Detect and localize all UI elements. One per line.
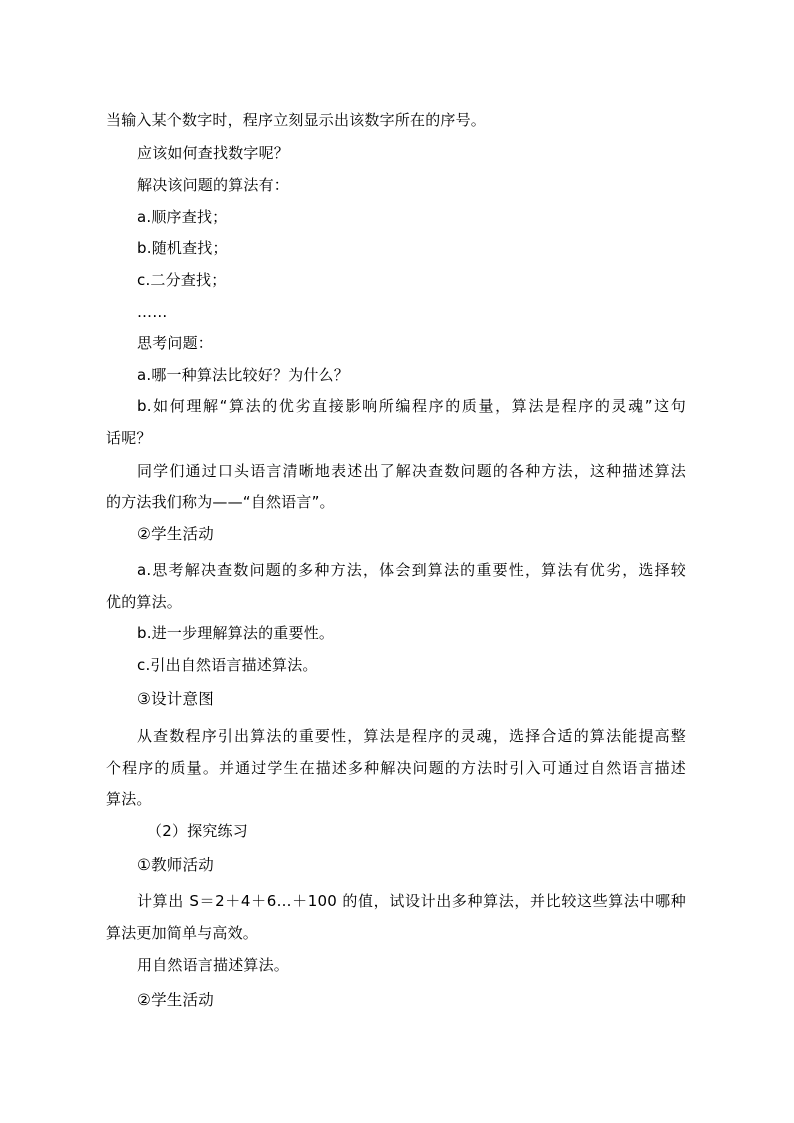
list-item: b.进一步理解算法的重要性。 — [137, 624, 335, 642]
paragraph-line: 的方法我们称为——“自然语言”。 — [106, 493, 335, 511]
list-item: c.二分查找； — [137, 271, 227, 289]
list-item: a.思考解决查数问题的多种方法，体会到算法的重要性，算法有优劣，选择较 — [137, 561, 686, 579]
list-item: b.如何理解“算法的优劣直接影响所编程序的质量，算法是程序的灵魂”这句 — [137, 397, 686, 415]
paragraph-line: 同学们通过口头语言清晰地表述出了解决查数问题的各种方法，这种描述算法 — [137, 462, 686, 480]
paragraph-line: 话呢？ — [106, 429, 152, 447]
list-item: b.随机查找； — [137, 239, 228, 257]
paragraph-line: 应该如何查找数字呢？ — [137, 144, 290, 162]
section-heading: ①教师活动 — [137, 856, 214, 874]
list-item: a.哪一种算法比较好？为什么？ — [137, 366, 349, 384]
paragraph-line: 计算出 S＝2＋4＋6…＋100 的值，试设计出多种算法，并比较这些算法中哪种 — [137, 892, 686, 910]
section-heading: ③设计意图 — [137, 690, 214, 708]
paragraph-line: 从查数程序引出算法的重要性，算法是程序的灵魂，选择合适的算法能提高整 — [137, 727, 686, 745]
list-item: c.引出自然语言描述算法。 — [137, 656, 318, 674]
paragraph-line: 个程序的质量。并通过学生在描述多种解决问题的方法时引入可通过自然语言描述 — [106, 759, 686, 777]
section-heading: （2）探究练习 — [147, 822, 248, 840]
paragraph-line: 用自然语言描述算法。 — [137, 956, 290, 974]
paragraph-line: 思考问题： — [137, 334, 214, 352]
paragraph-line: 算法更加简单与高效。 — [106, 924, 259, 942]
paragraph-line: 当输入某个数字时，程序立刻显示出该数字所在的序号。 — [106, 111, 487, 129]
paragraph-line: 算法。 — [106, 790, 152, 808]
paragraph-line: 优的算法。 — [106, 593, 183, 611]
ellipsis-line: …… — [137, 303, 168, 321]
section-heading: ②学生活动 — [137, 991, 214, 1009]
paragraph-line: 解决该问题的算法有： — [137, 176, 290, 194]
list-item: a.顺序查找； — [137, 208, 228, 226]
section-heading: ②学生活动 — [137, 525, 214, 543]
